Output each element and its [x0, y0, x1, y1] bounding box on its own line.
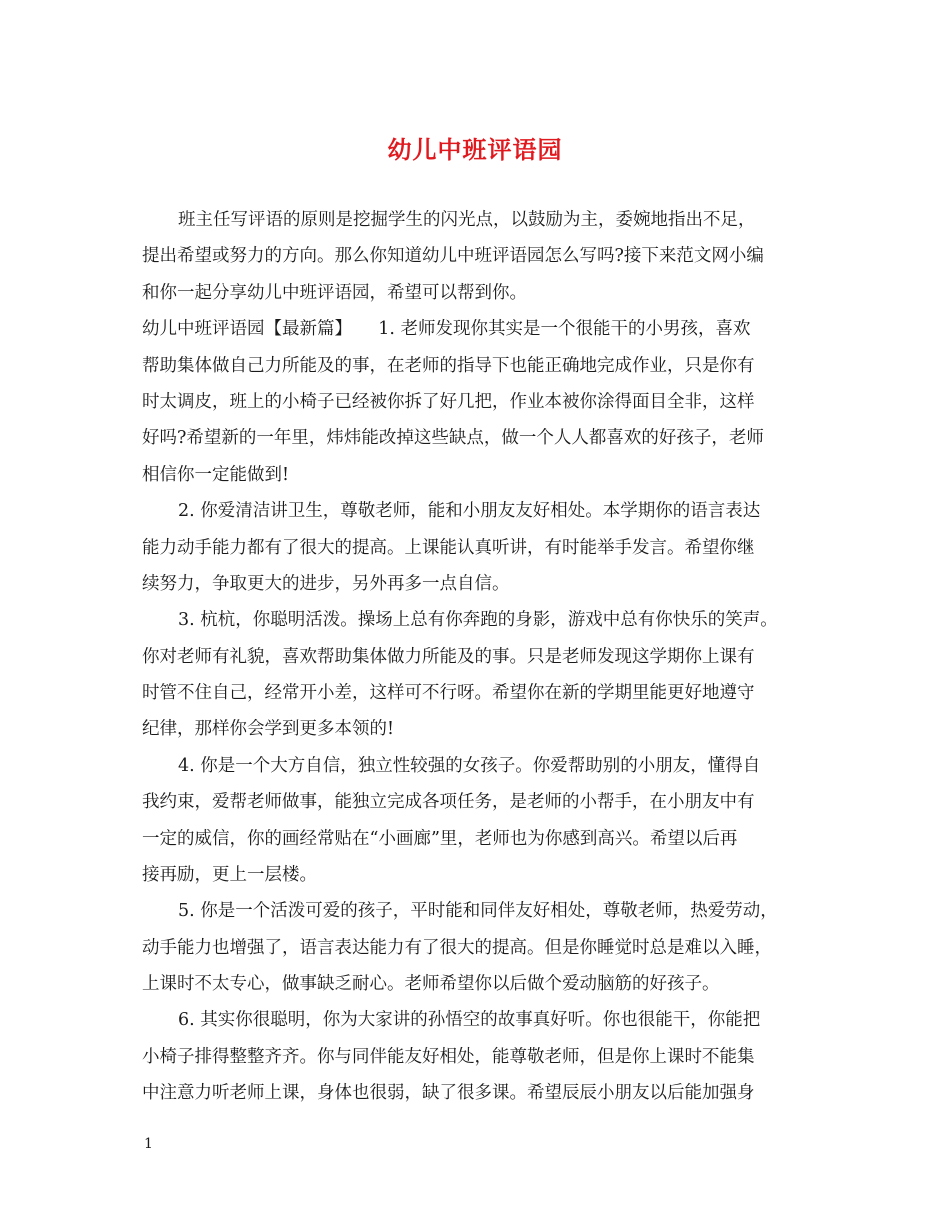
- paragraph-line: 纪律，那样你会学到更多本领的!: [142, 719, 395, 739]
- paragraph-line: 你对老师有礼貌，喜欢帮助集体做力所能及的事。只是老师发现这学期你上课有: [142, 647, 755, 667]
- paragraph-line: 能力动手能力都有了很大的提高。上课能认真听讲，有时能举手发言。希望你继: [142, 538, 755, 558]
- paragraph-line: 接再励，更上一层楼。: [142, 865, 317, 885]
- paragraph-line: 4. 你是一个大方自信，独立性较强的女孩子。你爱帮助别的小朋友，懂得自: [178, 756, 761, 776]
- page-title: 幼儿中班评语园: [387, 135, 563, 164]
- paragraph-line: 上课时不太专心，做事缺乏耐心。老师希望你以后做个爱动脑筋的好孩子。: [142, 974, 720, 994]
- paragraph-line: 小椅子排得整整齐齐。你与同伴能友好相处，能尊敬老师，但是你上课时不能集: [142, 1047, 755, 1067]
- paragraph-line: 2. 你爱清洁讲卫生，尊敬老师，能和小朋友友好相处。本学期你的语言表达: [178, 501, 761, 521]
- paragraph-line: 3. 杭杭，你聪明活泼。操场上总有你奔跑的身影，游戏中总有你快乐的笑声。: [178, 610, 778, 630]
- paragraph-line: 动手能力也增强了，语言表达能力有了很大的提高。但是你睡觉时总是难以入睡，: [142, 938, 772, 958]
- paragraph-line: 提出希望或努力的方向。那么你知道幼儿中班评语园怎么写吗?接下来范文网小编: [142, 246, 764, 266]
- paragraph-line: 班主任写评语的原则是挖掘学生的闪光点，以鼓励为主，委婉地指出不足，: [178, 210, 756, 230]
- paragraph-line: 时太调皮，班上的小椅子已经被你拆了好几把，作业本被你涂得面目全非，这样: [142, 392, 755, 412]
- paragraph-line: 好吗?希望新的一年里，炜炜能改掉这些缺点，做一个人人都喜欢的好孩子，老师: [142, 428, 764, 448]
- paragraph-line: 和你一起分享幼儿中班评语园，希望可以帮到你。: [142, 283, 527, 303]
- paragraph-line: 相信你一定能做到!: [142, 465, 290, 485]
- paragraph-line: 时管不住自己，经常开小差，这样可不行呀。希望你在新的学期里能更好地遵守: [142, 683, 755, 703]
- paragraph-line: 一定的威信，你的画经常贴在“小画廊”里，老师也为你感到高兴。希望以后再: [142, 829, 738, 849]
- paragraph-line: 6. 其实你很聪明，你为大家讲的孙悟空的故事真好听。你也很能干，你能把: [178, 1010, 761, 1030]
- page-number: 1: [144, 1136, 153, 1152]
- paragraph-line: 5. 你是一个活泼可爱的孩子，平时能和同伴友好相处，尊敬老师，热爱劳动，: [178, 901, 778, 921]
- paragraph-line: 我约束，爱帮老师做事，能独立完成各项任务，是老师的小帮手，在小朋友中有: [142, 792, 755, 812]
- paragraph-line: 中注意力听老师上课，身体也很弱，缺了很多课。希望辰辰小朋友以后能加强身: [142, 1083, 755, 1103]
- paragraph-line: 续努力，争取更大的进步，另外再多一点自信。: [142, 574, 510, 594]
- paragraph-line: 帮助集体做自己力所能及的事，在老师的指导下也能正确地完成作业，只是你有: [142, 356, 755, 376]
- paragraph-line: 幼儿中班评语园【最新篇】 1. 老师发现你其实是一个很能干的小男孩，喜欢: [142, 319, 751, 339]
